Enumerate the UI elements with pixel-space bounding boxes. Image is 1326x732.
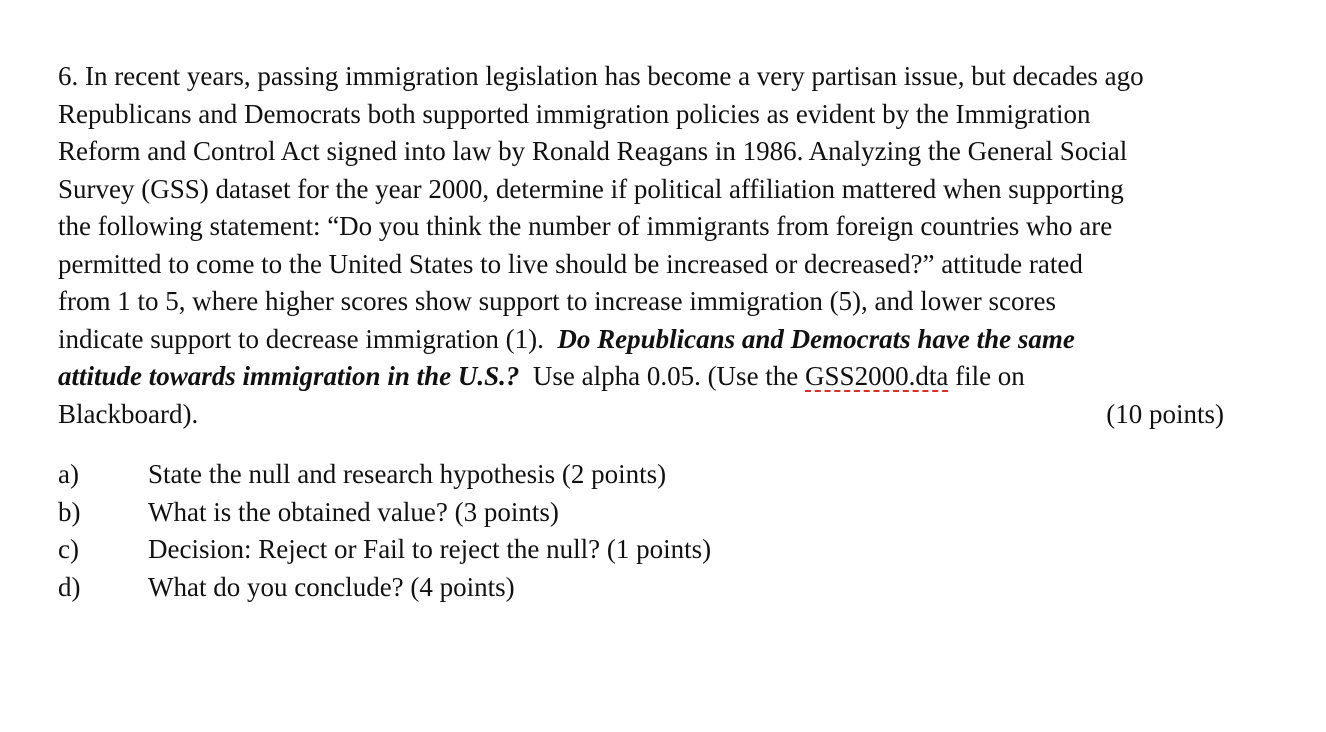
question-line: Republicans and Democrats both supported immigration policies as evident by the Immigration [58,98,1091,129]
subquestion-list [58,456,958,606]
question-line: from 1 to 5, where higher scores show support to increase immigration (5), and lower scores [58,286,1056,316]
list-item-text: What do you conclude? (4 points) [148,571,515,602]
list-marker: a) [58,459,79,489]
question-line: 6. In recent years, passing immigration legislation has become a very partisan issue, but decades ago [58,61,1144,91]
question-text: file on [948,361,1025,391]
question-line: the following statement: “Do you think the number of immigrants from foreign countries who are [58,211,1113,241]
question-text: Blackboard). [58,398,199,429]
question-line [58,358,1228,396]
points-label: (10 points) [1106,398,1224,429]
list-item [58,456,958,494]
list-item [58,494,958,532]
question-line: permitted to come to the United States to live should be increased or decreased?” attitude rated [58,248,1083,279]
dataset-filename: GSS2000.dta [805,361,949,391]
question-text: Use alpha 0.05. (Use the [519,361,806,391]
list-item-text: What is the obtained value? (3 points) [148,496,559,527]
list-marker: c) [58,534,79,564]
list-item [58,531,958,569]
question-line: Survey (GSS) dataset for the year 2000, determine if political affiliation mattered when supporting [58,173,1124,204]
list-marker: b) [58,496,81,527]
question-paragraph [58,58,1228,433]
research-question-emphasis: attitude towards immigration in the U.S.? [58,361,520,391]
list-marker: d) [58,571,81,602]
question-line: Reform and Control Act signed into law by Ronald Reagans in 1986. Analyzing the General Social [58,136,1128,166]
list-item-text: Decision: Reject or Fail to reject the null? (1 points) [148,534,712,564]
list-item-text: State the null and research hypothesis (2 points) [148,459,667,489]
list-item [58,569,958,607]
question-line [58,321,1228,359]
question-line [58,396,1228,434]
research-question-emphasis: Do Republicans and Democrats have the same [557,323,1075,354]
question-text: indicate support to decrease immigration (1). [58,323,558,354]
